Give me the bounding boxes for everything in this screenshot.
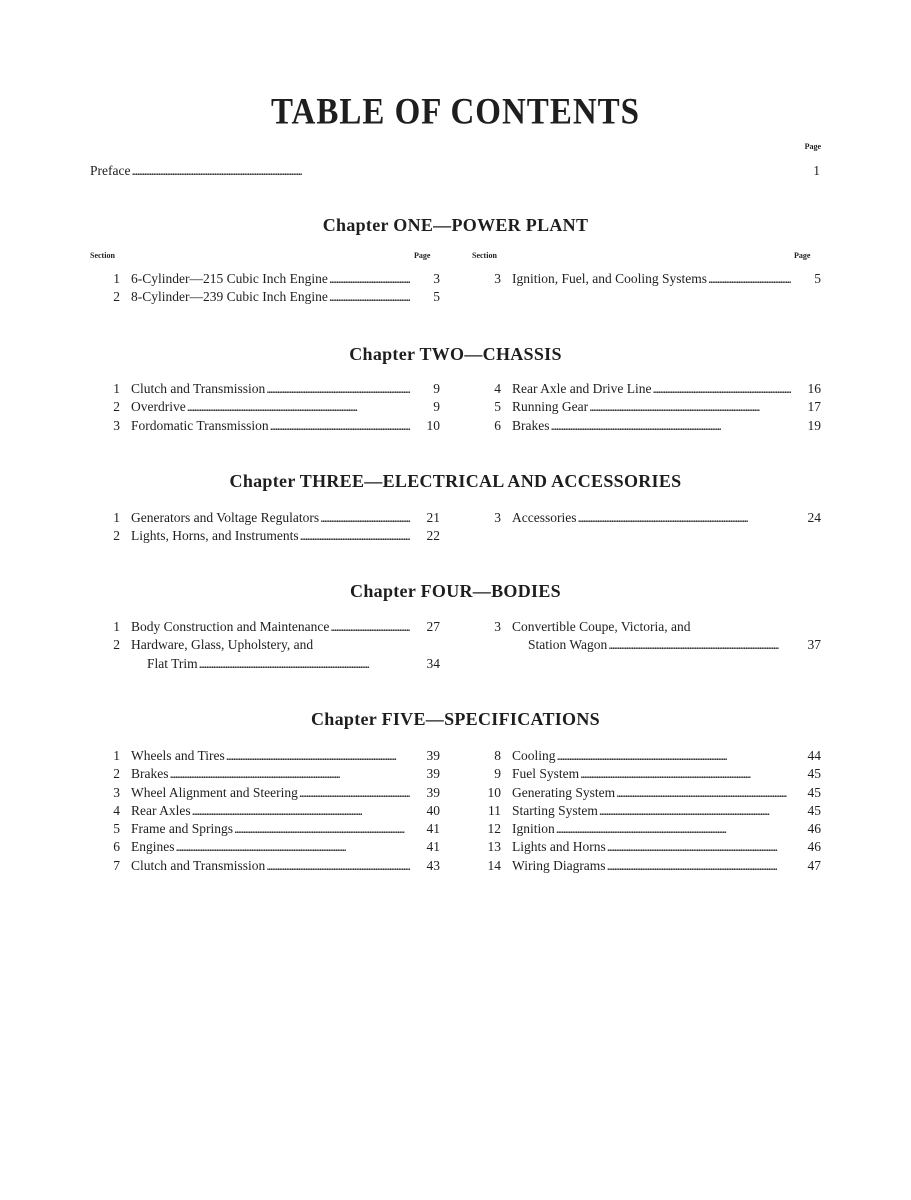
entry-label: Lights and Horns <box>512 839 606 855</box>
toc-entry[interactable] <box>90 784 440 802</box>
entry-page: 9 <box>433 399 440 415</box>
section-number: 14 <box>487 857 501 873</box>
toc-entry[interactable] <box>90 417 440 435</box>
section-number: 1 <box>113 748 120 763</box>
section-number: 3 <box>113 417 120 433</box>
section-number: 7 <box>113 857 120 873</box>
entry-page: 41 <box>426 821 440 837</box>
section-number: 3 <box>113 784 120 800</box>
section-column-header: Section <box>472 251 497 260</box>
dot-leader <box>708 270 791 288</box>
entry-page: 39 <box>426 748 440 763</box>
entry-label-continued: Flat Trim <box>147 655 198 671</box>
dot-leader <box>176 838 411 856</box>
toc-entry[interactable] <box>90 747 440 765</box>
entry-page: 16 <box>807 381 821 396</box>
section-number: 1 <box>113 619 120 634</box>
page-column-header: Page <box>794 251 811 260</box>
entry-page: 34 <box>426 655 440 671</box>
dot-leader <box>300 527 410 545</box>
section-number: 6 <box>113 839 120 855</box>
entry-page: 37 <box>807 637 821 653</box>
section-number: 11 <box>488 802 501 818</box>
entry-page: 1 <box>813 163 820 178</box>
dot-leader <box>608 636 791 654</box>
dot-leader <box>556 820 791 838</box>
dot-leader <box>589 398 791 416</box>
toc-entry[interactable] <box>471 417 821 435</box>
toc-entry[interactable] <box>90 270 440 288</box>
toc-entry[interactable] <box>471 618 821 636</box>
entry-page: 22 <box>426 528 440 544</box>
entry-page: 10 <box>426 417 440 433</box>
toc-entry[interactable] <box>471 380 821 398</box>
dot-leader <box>270 417 410 435</box>
entry-label: 8-Cylinder—239 Cubic Inch Engine <box>131 289 328 305</box>
entry-label-continued: Station Wagon <box>528 637 608 653</box>
entry-page: 5 <box>814 271 821 286</box>
dot-leader <box>170 765 411 783</box>
dot-leader <box>266 857 410 875</box>
toc-entry[interactable] <box>471 509 821 527</box>
chapter-two-left-column <box>90 380 440 435</box>
entry-label: Starting System <box>512 802 598 818</box>
section-number: 3 <box>494 271 501 286</box>
chapter-five-title: Chapter FIVE—SPECIFICATIONS <box>311 709 600 729</box>
toc-entry[interactable] <box>90 636 440 654</box>
entry-page: 44 <box>807 748 821 763</box>
chapter-two-title: Chapter TWO—CHASSIS <box>349 344 562 364</box>
dot-leader <box>299 784 410 802</box>
toc-entry[interactable] <box>471 784 821 802</box>
entry-label: Brakes <box>131 766 169 782</box>
entry-label: Convertible Coupe, Victoria, and <box>512 619 691 634</box>
entry-label: Overdrive <box>131 399 186 415</box>
entry-page: 17 <box>807 399 821 415</box>
toc-entry[interactable] <box>471 802 821 820</box>
entry-label: Brakes <box>512 417 550 433</box>
entry-page: 40 <box>426 802 440 818</box>
page-column-header: Page <box>414 251 431 260</box>
entry-page: 45 <box>807 802 821 818</box>
entry-label: Frame and Springs <box>131 821 233 837</box>
entry-page: 45 <box>807 766 821 782</box>
dot-leader <box>187 398 410 416</box>
section-number: 2 <box>113 766 120 782</box>
dot-leader <box>192 802 410 820</box>
dot-leader <box>266 380 410 398</box>
chapter-five-right-column <box>471 747 821 875</box>
entry-label: Running Gear <box>512 399 589 415</box>
dot-leader <box>607 857 791 875</box>
toc-entry[interactable] <box>90 380 440 398</box>
dot-leader <box>330 618 410 636</box>
section-number: 2 <box>113 637 120 653</box>
dot-leader <box>329 288 410 306</box>
dot-leader <box>320 509 410 527</box>
dot-leader <box>199 655 410 673</box>
toc-entry[interactable] <box>90 618 440 636</box>
chapter-one-right-column <box>471 270 821 288</box>
entry-page: 5 <box>433 289 440 305</box>
section-number: 2 <box>113 528 120 544</box>
section-number: 1 <box>113 381 120 396</box>
entry-label: Preface <box>90 163 131 178</box>
entry-label: Engines <box>131 839 175 855</box>
entry-label: Rear Axle and Drive Line <box>512 381 652 396</box>
entry-page: 24 <box>807 510 821 525</box>
chapter-four-left-column <box>90 618 440 673</box>
section-number: 2 <box>113 399 120 415</box>
entry-label: Generating System <box>512 784 616 800</box>
entry-label: Rear Axles <box>131 802 191 818</box>
toc-entry[interactable] <box>471 765 821 783</box>
toc-entry[interactable] <box>90 527 440 545</box>
section-number: 13 <box>487 839 501 855</box>
section-number: 5 <box>494 399 501 415</box>
dot-leader <box>580 765 791 783</box>
entry-page: 46 <box>807 821 821 837</box>
page-title: TABLE OF CONTENTS <box>270 92 641 133</box>
entry-label: Clutch and Transmission <box>131 381 266 396</box>
entry-page: 9 <box>433 381 440 396</box>
entry-label: Body Construction and Maintenance <box>131 619 330 634</box>
dot-leader <box>616 784 791 802</box>
entry-page: 3 <box>433 271 440 286</box>
dot-leader <box>577 509 791 527</box>
dot-leader <box>557 747 791 765</box>
entry-label: Clutch and Transmission <box>131 857 266 873</box>
toc-entry[interactable] <box>471 820 821 838</box>
section-number: 4 <box>113 802 120 818</box>
entry-label: Wiring Diagrams <box>512 857 606 873</box>
section-number: 3 <box>494 510 501 525</box>
toc-entry[interactable] <box>90 802 440 820</box>
entry-label: 6-Cylinder—215 Cubic Inch Engine <box>131 271 328 286</box>
entry-page: 21 <box>426 510 440 525</box>
section-number: 4 <box>494 381 501 396</box>
entry-page: 19 <box>807 417 821 433</box>
chapter-five-left-column <box>90 747 440 875</box>
toc-entry[interactable] <box>90 288 440 306</box>
entry-page: 45 <box>807 784 821 800</box>
entry-page: 46 <box>807 839 821 855</box>
toc-entry[interactable] <box>90 398 440 416</box>
chapter-one-left-column <box>90 270 440 307</box>
chapter-four-right-column <box>471 618 821 655</box>
chapter-one-title: Chapter ONE—POWER PLANT <box>322 215 589 235</box>
section-number: 12 <box>487 821 501 837</box>
dot-leader <box>329 270 410 288</box>
chapter-two-right-column <box>471 380 821 435</box>
entry-label: Accessories <box>512 510 577 525</box>
dot-leader <box>652 380 791 398</box>
entry-page: 41 <box>426 839 440 855</box>
entry-label: Wheel Alignment and Steering <box>131 784 298 800</box>
entry-label: Cooling <box>512 748 556 763</box>
entry-label: Fordomatic Transmission <box>131 417 269 433</box>
toc-entry[interactable] <box>90 765 440 783</box>
toc-entry[interactable] <box>90 838 440 856</box>
section-number: 3 <box>494 619 501 634</box>
toc-entry[interactable] <box>90 857 440 875</box>
entry-page: 47 <box>807 857 821 873</box>
section-number: 6 <box>494 417 501 433</box>
dot-leader <box>599 802 791 820</box>
chapter-four-title: Chapter FOUR—BODIES <box>350 581 561 601</box>
toc-entry[interactable] <box>471 857 821 875</box>
entry-label: Ignition, Fuel, and Cooling Systems <box>512 271 708 286</box>
dot-leader <box>607 838 791 856</box>
dot-leader <box>131 163 790 179</box>
toc-entry[interactable] <box>471 747 821 765</box>
toc-entry[interactable] <box>471 270 821 288</box>
entry-label: Ignition <box>512 821 555 837</box>
entry-page: 39 <box>426 766 440 782</box>
toc-entry[interactable] <box>90 509 440 527</box>
entry-page: 43 <box>426 857 440 873</box>
section-number: 5 <box>113 821 120 837</box>
section-number: 1 <box>113 271 120 286</box>
chapter-three-title: Chapter THREE—ELECTRICAL AND ACCESSORIES <box>229 471 682 491</box>
entry-label: Fuel System <box>512 766 580 782</box>
entry-page: 39 <box>426 784 440 800</box>
section-column-header: Section <box>90 251 115 260</box>
entry-label: Hardware, Glass, Upholstery, and <box>131 637 314 653</box>
section-number: 10 <box>487 784 501 800</box>
dot-leader <box>226 747 410 765</box>
section-number: 2 <box>113 289 120 305</box>
section-number: 8 <box>494 748 501 763</box>
entry-label: Lights, Horns, and Instruments <box>131 528 299 544</box>
toc-entry-continuation[interactable] <box>90 655 440 673</box>
preface-entry[interactable] <box>90 163 820 179</box>
toc-entry[interactable] <box>90 820 440 838</box>
toc-entry-continuation[interactable] <box>471 636 821 654</box>
chapter-three-left-column <box>90 509 440 546</box>
entry-label: Wheels and Tires <box>131 748 225 763</box>
chapter-three-right-column <box>471 509 821 527</box>
dot-leader <box>234 820 410 838</box>
entry-label: Generators and Voltage Regulators <box>131 510 320 525</box>
page-column-header: Page <box>804 142 821 151</box>
section-number: 9 <box>494 766 501 782</box>
toc-entry[interactable] <box>471 838 821 856</box>
toc-entry[interactable] <box>471 398 821 416</box>
section-number: 1 <box>113 510 120 525</box>
dot-leader <box>551 417 792 435</box>
entry-page: 27 <box>426 619 440 634</box>
